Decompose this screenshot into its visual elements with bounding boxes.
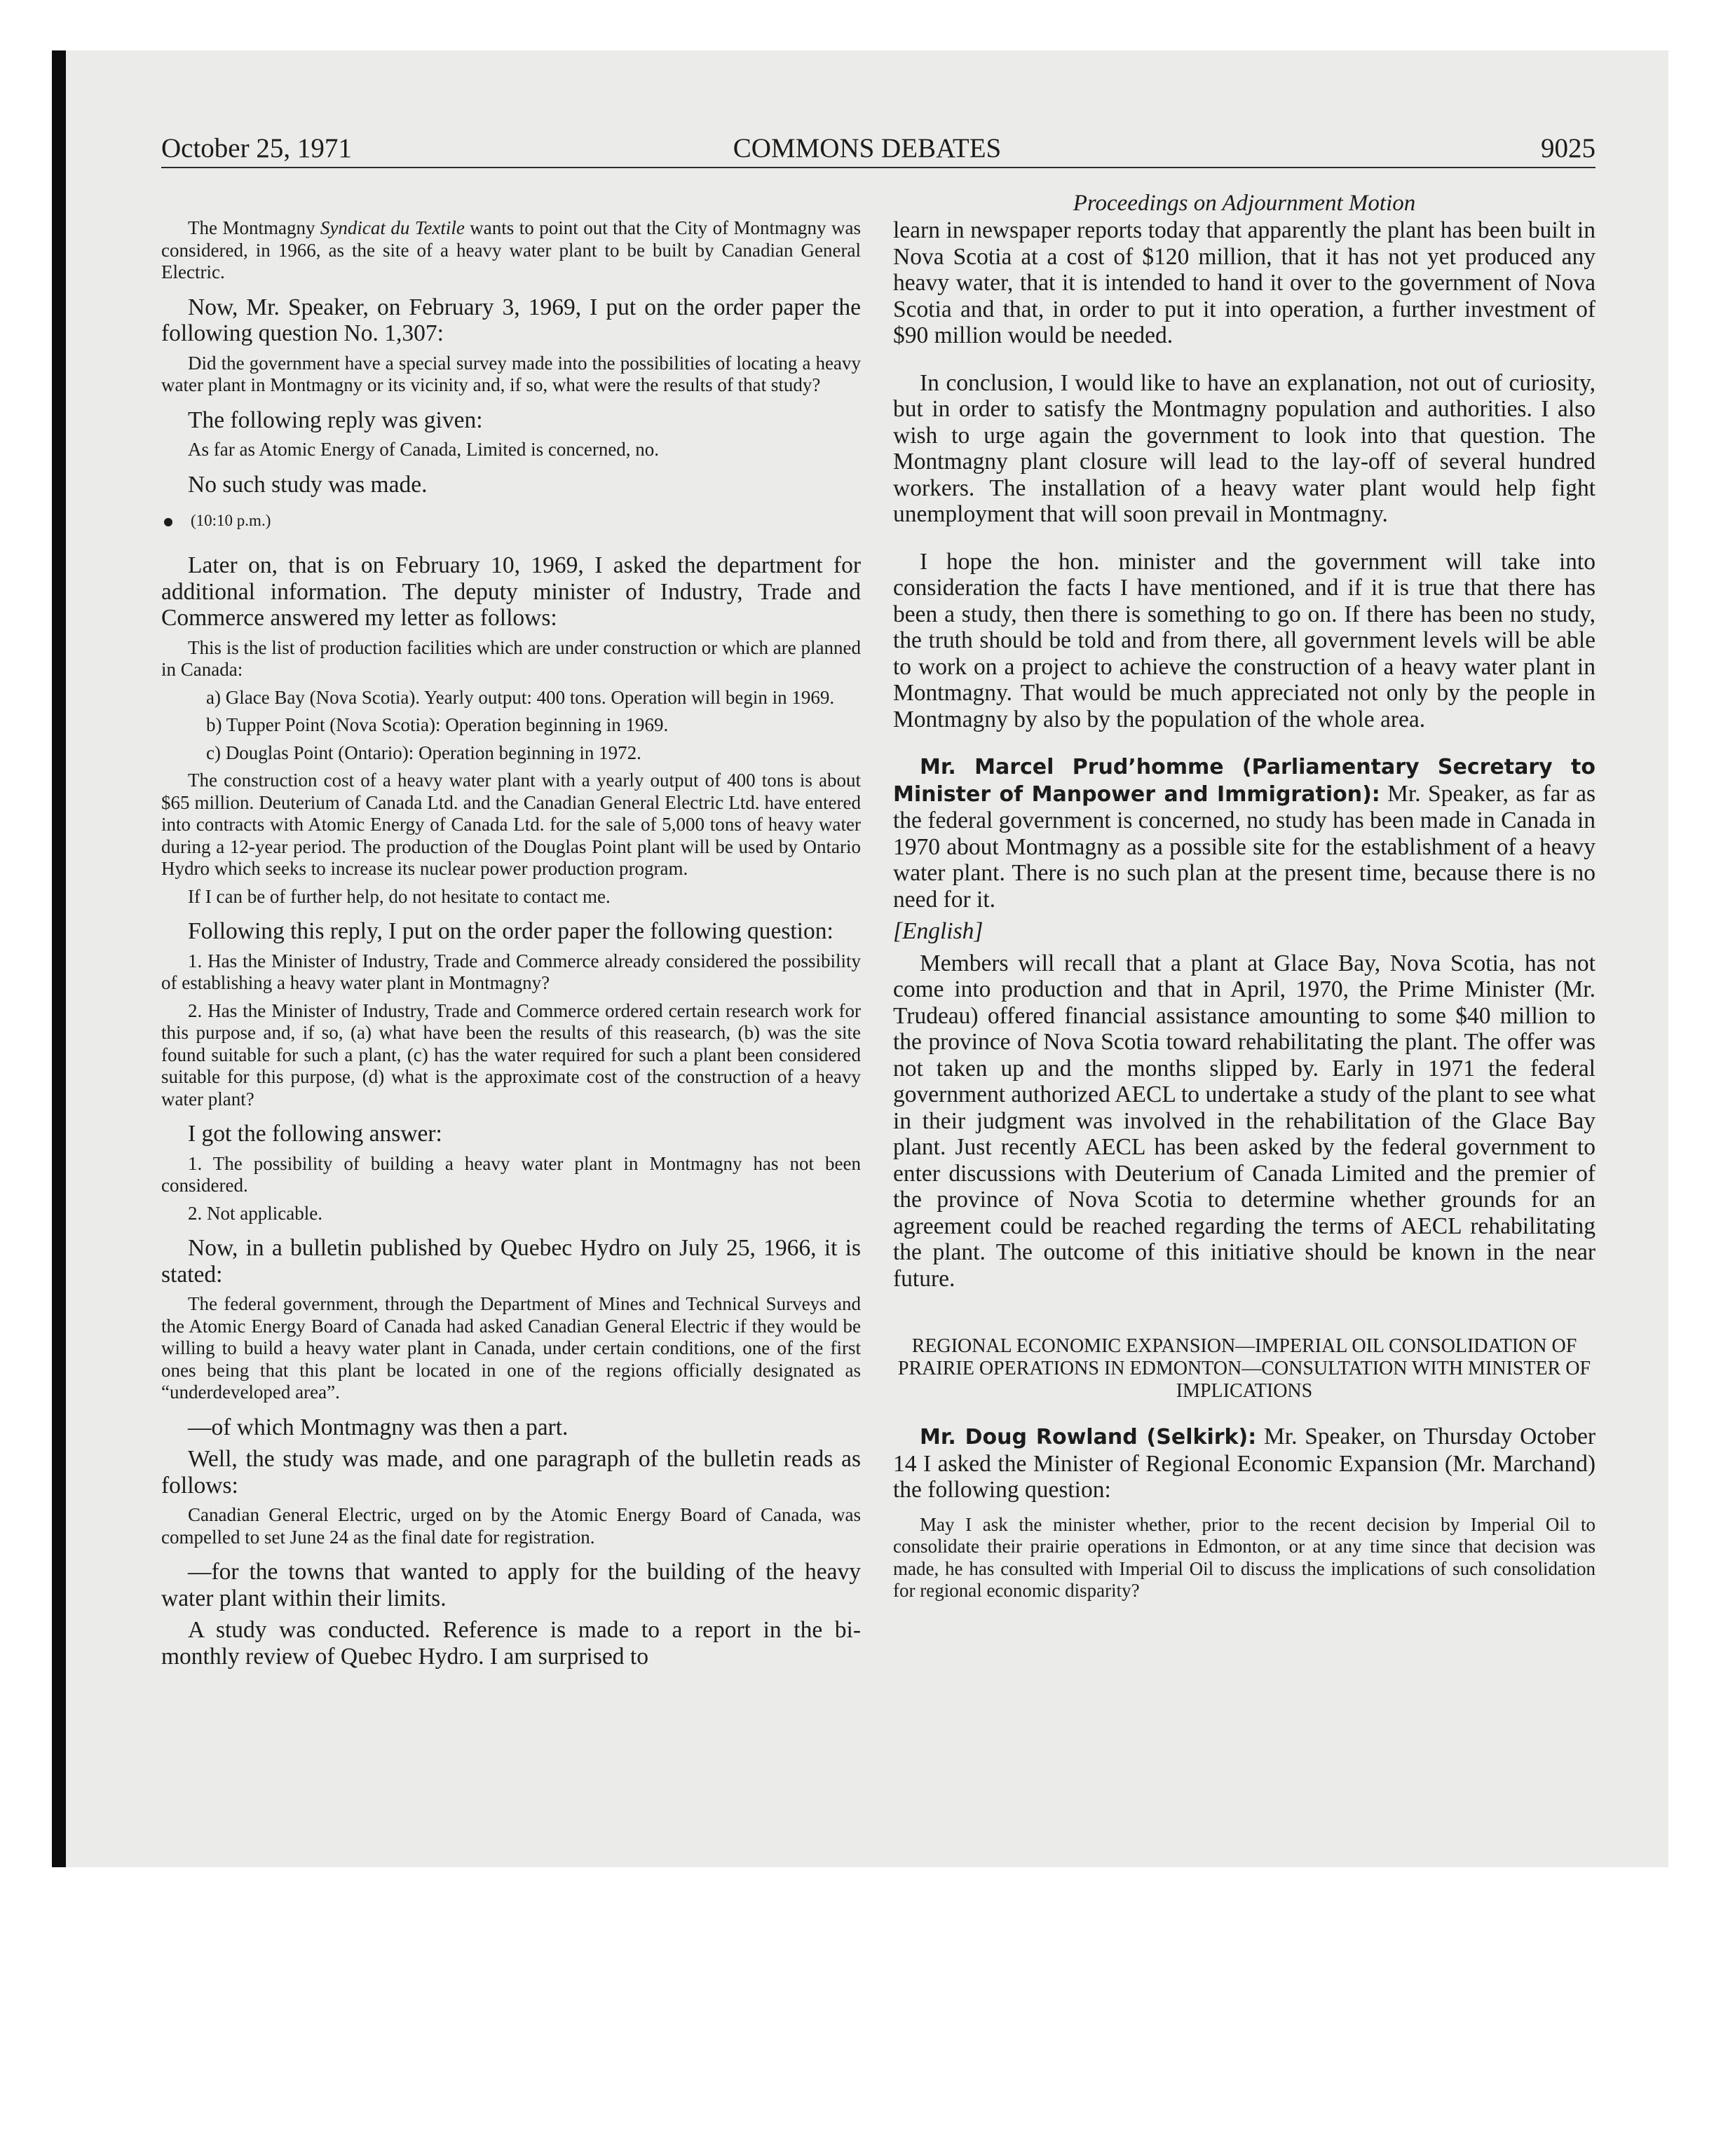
paragraph: learn in newspaper reports today that apparently the plant has been built in Nova Scotia at a cost of $120 million, that it has not yet produced any heavy water, that it is intended to hand it over to the government of Nova Scotia and that, in order to put it into operation, a further investment of $90 million would be needed. (893, 217, 1595, 348)
paragraph: Now, in a bulletin published by Quebec Hydro on July 25, 1966, it is stated: (161, 1235, 861, 1288)
letter-list-item: a) Glace Bay (Nova Scotia). Yearly output: 400 tons. Operation will begin in 1969. (206, 686, 835, 708)
bullet-icon (164, 518, 172, 526)
paragraph: No such study was made. (188, 471, 428, 498)
paragraph: Members will recall that a plant at Glace Bay, Nova Scotia, has not come into production and that in April, 1970, the Prime Minister (Mr. Trudeau) offered financial assistance amounting to some $40 million to the province of Nova Scotia toward rehabilitating the plant. The offer was not taken up and the months slipped by. Early in 1971 the federal government authorized AECL to undertake a study of the plant to see what in their judgment was involved in the rehabilitation of the Glace Bay plant. Just recently AECL has been asked by the federal government to enter discussions with Deuterium of Canada Limited and the premier of the province of Nova Scotia to determine whether grounds for an agreement could be reached regarding the terms of AECL rehabilitating the plant. The outcome of this initiative should be known in the near future. (893, 950, 1595, 1292)
time-stamp: (10:10 p.m.) (161, 510, 861, 531)
paragraph: Following this reply, I put on the order paper the following question: (188, 918, 834, 944)
paragraph: —of which Montmagny was then a part. (188, 1414, 569, 1440)
order-paper-question: 2. Has the Minister of Industry, Trade and Commerce ordered certain research work for this purpose and, if so, (a) what have been the results of this reasearch, (b) was the site found suitable for such a plant, (c) has the water required for such a plant been considered suitable for this purpose, (d) what is the approximate cost of the construction of a heavy water plant? (161, 999, 861, 1110)
paragraph: The following reply was given: (188, 407, 483, 433)
paragraph: Well, the study was made, and one paragraph of the bulletin reads as follows: (161, 1446, 861, 1499)
paragraph: I hope the hon. minister and the government will take into consideration the facts I have mentioned, and if it is true that there has been a study, then there is something to go on. If there has been no study, the truth should be told and from there, all government levels will be able to work on a project to achieve the construction of a heavy water plant in Montmagny. That would be much appreciated not only by the people in Montmagny by also by the population of the whole area. (893, 548, 1595, 732)
quoted-question: May I ask the minister whether, prior to the recent decision by Imperial Oil to consolidate their prairie operations in Edmonton, or at any time since that decision was made, he has consulted with Imperial Oil to discuss the implications of such consolidation for regional economic disparity? (893, 1513, 1595, 1601)
section-subheader: Proceedings on Adjournment Motion (1073, 191, 1416, 216)
language-marker: [English] (893, 918, 984, 944)
letter-list-item: b) Tupper Point (Nova Scotia): Operation beginning in 1969. (206, 714, 669, 735)
speaker-name: Mr. Doug Rowland (Selkirk): (920, 1425, 1257, 1449)
scan-edge-shadow (52, 50, 66, 1867)
paragraph: The Montmagny Syndicat du Textile wants to point out that the City of Montmagny was considered, in 1966, as the site of a heavy water plant to be built by Canadian General Electric. (161, 217, 861, 282)
quoted-reply: As far as Atomic Energy of Canada, Limited is concerned, no. (188, 439, 660, 460)
header-page-number: 9025 (1541, 133, 1595, 163)
right-column (893, 217, 1595, 1602)
left-column (161, 217, 861, 1670)
quoted-question: Did the government have a special survey made into the possibilities of locating a heavy water plant in Montmagny or its vicinity and, if so, what were the results of that study? (161, 352, 861, 395)
header-title: COMMONS DEBATES (733, 133, 1002, 163)
answer-item: 2. Not applicable. (188, 1202, 322, 1224)
paragraph: —for the towns that wanted to apply for the building of the heavy water plant within their limits. (161, 1559, 861, 1611)
letter-text: If I can be of further help, do not hesitate to contact me. (188, 885, 611, 907)
letter-text: This is the list of production facilities which are under construction or which are planned in Canada: (161, 636, 861, 680)
paragraph: Later on, that is on February 10, 1969, I asked the department for additional information. The deputy minister of Industry, Trade and Commerce answered my letter as follows: (161, 552, 861, 631)
section-heading: REGIONAL ECONOMIC EXPANSION—IMPERIAL OIL CONSOLIDATION OF PRAIRIE OPERATIONS IN EDMONTON—CONSULTATION WITH MINISTER OF IMPLICATIONS (897, 1335, 1591, 1402)
answer-item: 1. The possibility of building a heavy water plant in Montmagny has not been considered. (161, 1152, 861, 1196)
speech: Mr. Marcel Prud’homme (Parliamentary Secretary to Minister of Manpower and Immigration): Mr. Speaker, as far as the federal government is concerned, no study has been made in Canada in 1970 about Montmagny as a possible site for the establishment of a heavy water plant. There is no such plan at the present time, because there is no need for it. (893, 755, 1596, 913)
paragraph: A study was conducted. Reference is made to a report in the bi-monthly review of Quebec Hydro. I am surprised to (161, 1617, 861, 1670)
paragraph: Now, Mr. Speaker, on February 3, 1969, I put on the order paper the following question No. 1,307: (161, 294, 861, 346)
speaker-name: Mr. Marcel Prud’homme (Parliamentary Secretary to Minister of Manpower and Immigration): (893, 755, 1595, 807)
speech: Mr. Doug Rowland (Selkirk): Mr. Speaker, on Thursday October 14 I asked the Minister of Regional Economic Expansion (Mr. Marchand) the following question: (893, 1424, 1595, 1503)
paragraph: I got the following answer: (188, 1121, 442, 1147)
bulletin-quote: Canadian General Electric, urged on by the Atomic Energy Board of Canada, was compelled to set June 24 as the final date for registration. (161, 1504, 861, 1548)
header-date: October 25, 1971 (161, 133, 352, 163)
paragraph: In conclusion, I would like to have an explanation, not out of curiosity, but in order to satisfy the Montmagny population and authorities. I also wish to urge again the government to look into that question. The Montmagny plant closure will lead to the lay-off of several hundred workers. The installation of a heavy water plant would help fight unemployment that will soon prevail in Montmagny. (893, 369, 1595, 527)
document-page (66, 50, 1668, 1867)
letter-text: The construction cost of a heavy water plant with a yearly output of 400 tons is about $65 million. Deuterium of Canada Ltd. and the Canadian General Electric Ltd. have entered into contracts with Atomic Energy of Canada Ltd. for the sale of 5,000 tons of heavy water during a 12-year period. The production of the Douglas Point plant will be used by Ontario Hydro which seeks to increase its nuclear power production program. (161, 770, 861, 879)
order-paper-question: 1. Has the Minister of Industry, Trade and Commerce already considered the possibility of establishing a heavy water plant in Montmagny? (161, 950, 861, 993)
header-rule (161, 167, 1595, 168)
letter-list-item: c) Douglas Point (Ontario): Operation beginning in 1972. (206, 742, 641, 763)
bulletin-quote: The federal government, through the Department of Mines and Technical Surveys and the Atomic Energy Board of Canada had asked Canadian General Electric if they would be willing to build a heavy water plant in Canada, under certain conditions, one of the first ones being that this plant be located in one of the regions officially designated as “underdeveloped area”. (161, 1293, 861, 1403)
